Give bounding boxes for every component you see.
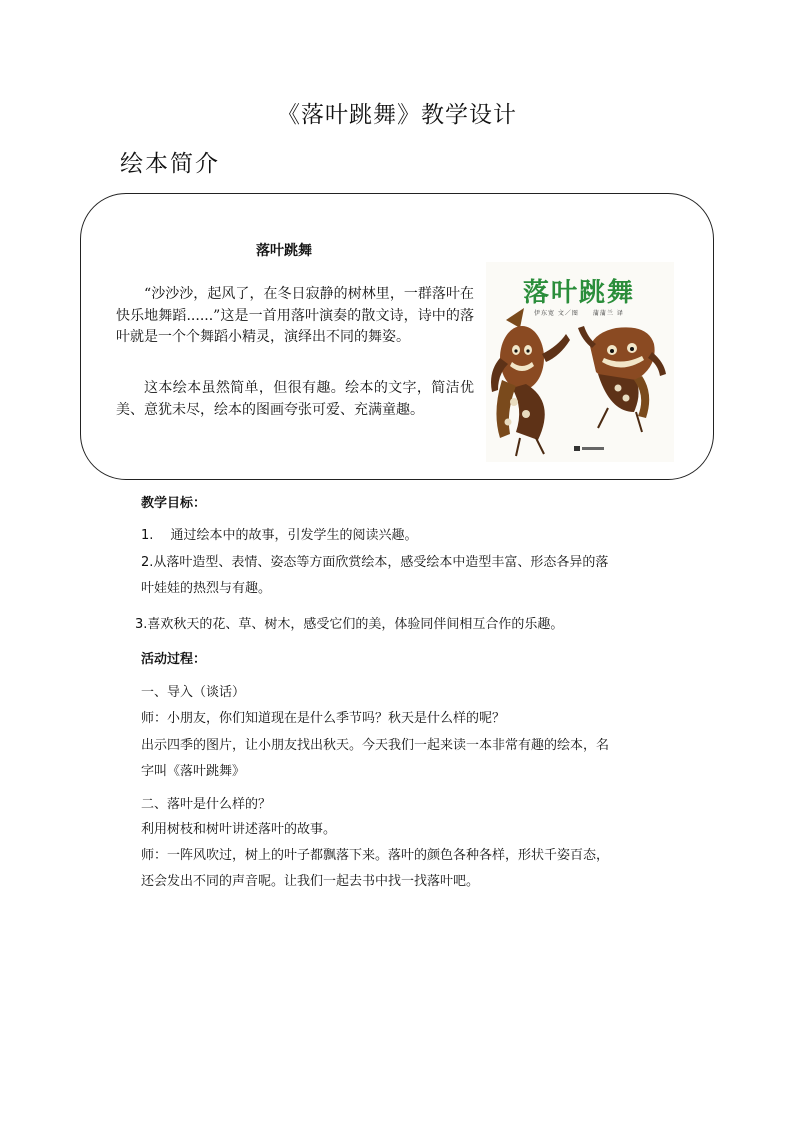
process-part-2-title: 二、落叶是什么样的？ (141, 797, 272, 812)
process-part-1-title: 一、导入（谈话） (141, 685, 246, 700)
process-part-1-line-3: 字叫《落叶跳舞》 (141, 764, 246, 779)
section-heading: 绘本简介 (120, 151, 220, 177)
goal-item-2-line-1: 2.从落叶造型、表情、姿态等方面欣赏绘本，感受绘本中造型丰富、形态各异的落 (141, 555, 609, 570)
goal-item-3: 3.喜欢秋天的花、草、树木，感受它们的美，体验同伴间相互合作的乐趣。 (135, 617, 564, 632)
process-part-2-line-3: 还会发出不同的声音呢。让我们一起去书中找一找落叶吧。 (141, 874, 480, 889)
intro-paragraph-2: 这本绘本虽然简单，但很有趣。绘本的文字，简洁优美、意犹未尽，绘本的图画夸张可爱、充满童趣。 (116, 380, 474, 418)
document-title: 《落叶跳舞》教学设计 (277, 102, 517, 128)
book-cover (486, 262, 674, 462)
book-title: 落叶跳舞 (256, 243, 312, 259)
intro-paragraph-1: “沙沙沙，起风了，在冬日寂静的树林里，一群落叶在快乐地舞蹈......”这是一首用落叶演奏的散文诗，诗中的落叶就是一个个舞蹈小精灵，演绎出不同的舞姿。 (116, 286, 474, 345)
goals-heading: 教学目标： (141, 496, 207, 511)
process-heading: 活动过程： (141, 652, 207, 667)
cover-title: 落叶跳舞 (523, 278, 636, 308)
left-leaf-character (491, 308, 570, 456)
process-part-2-line-1: 利用树枝和树叶讲述落叶的故事。 (141, 822, 337, 837)
goal-item-2-line-2: 叶娃娃的热烈与有趣。 (141, 581, 272, 596)
process-part-1-line-2: 出示四季的图片，让小朋友找出秋天。今天我们一起来读一本非常有趣的绘本，名 (141, 738, 610, 753)
process-part-2-line-2: 师：一阵风吹过，树上的叶子都飘落下来。落叶的颜色各种各样，形状千姿百态， (141, 848, 610, 863)
process-part-1-line-1: 师：小朋友，你们知道现在是什么季节吗？秋天是什么样的呢？ (141, 711, 506, 726)
right-leaf-character (578, 326, 666, 432)
goal-item-1: 1. 通过绘本中的故事，引发学生的阅读兴趣。 (141, 528, 418, 543)
cover-credits: 伊东宽 文／图 蒲蒲兰 译 (534, 310, 624, 317)
